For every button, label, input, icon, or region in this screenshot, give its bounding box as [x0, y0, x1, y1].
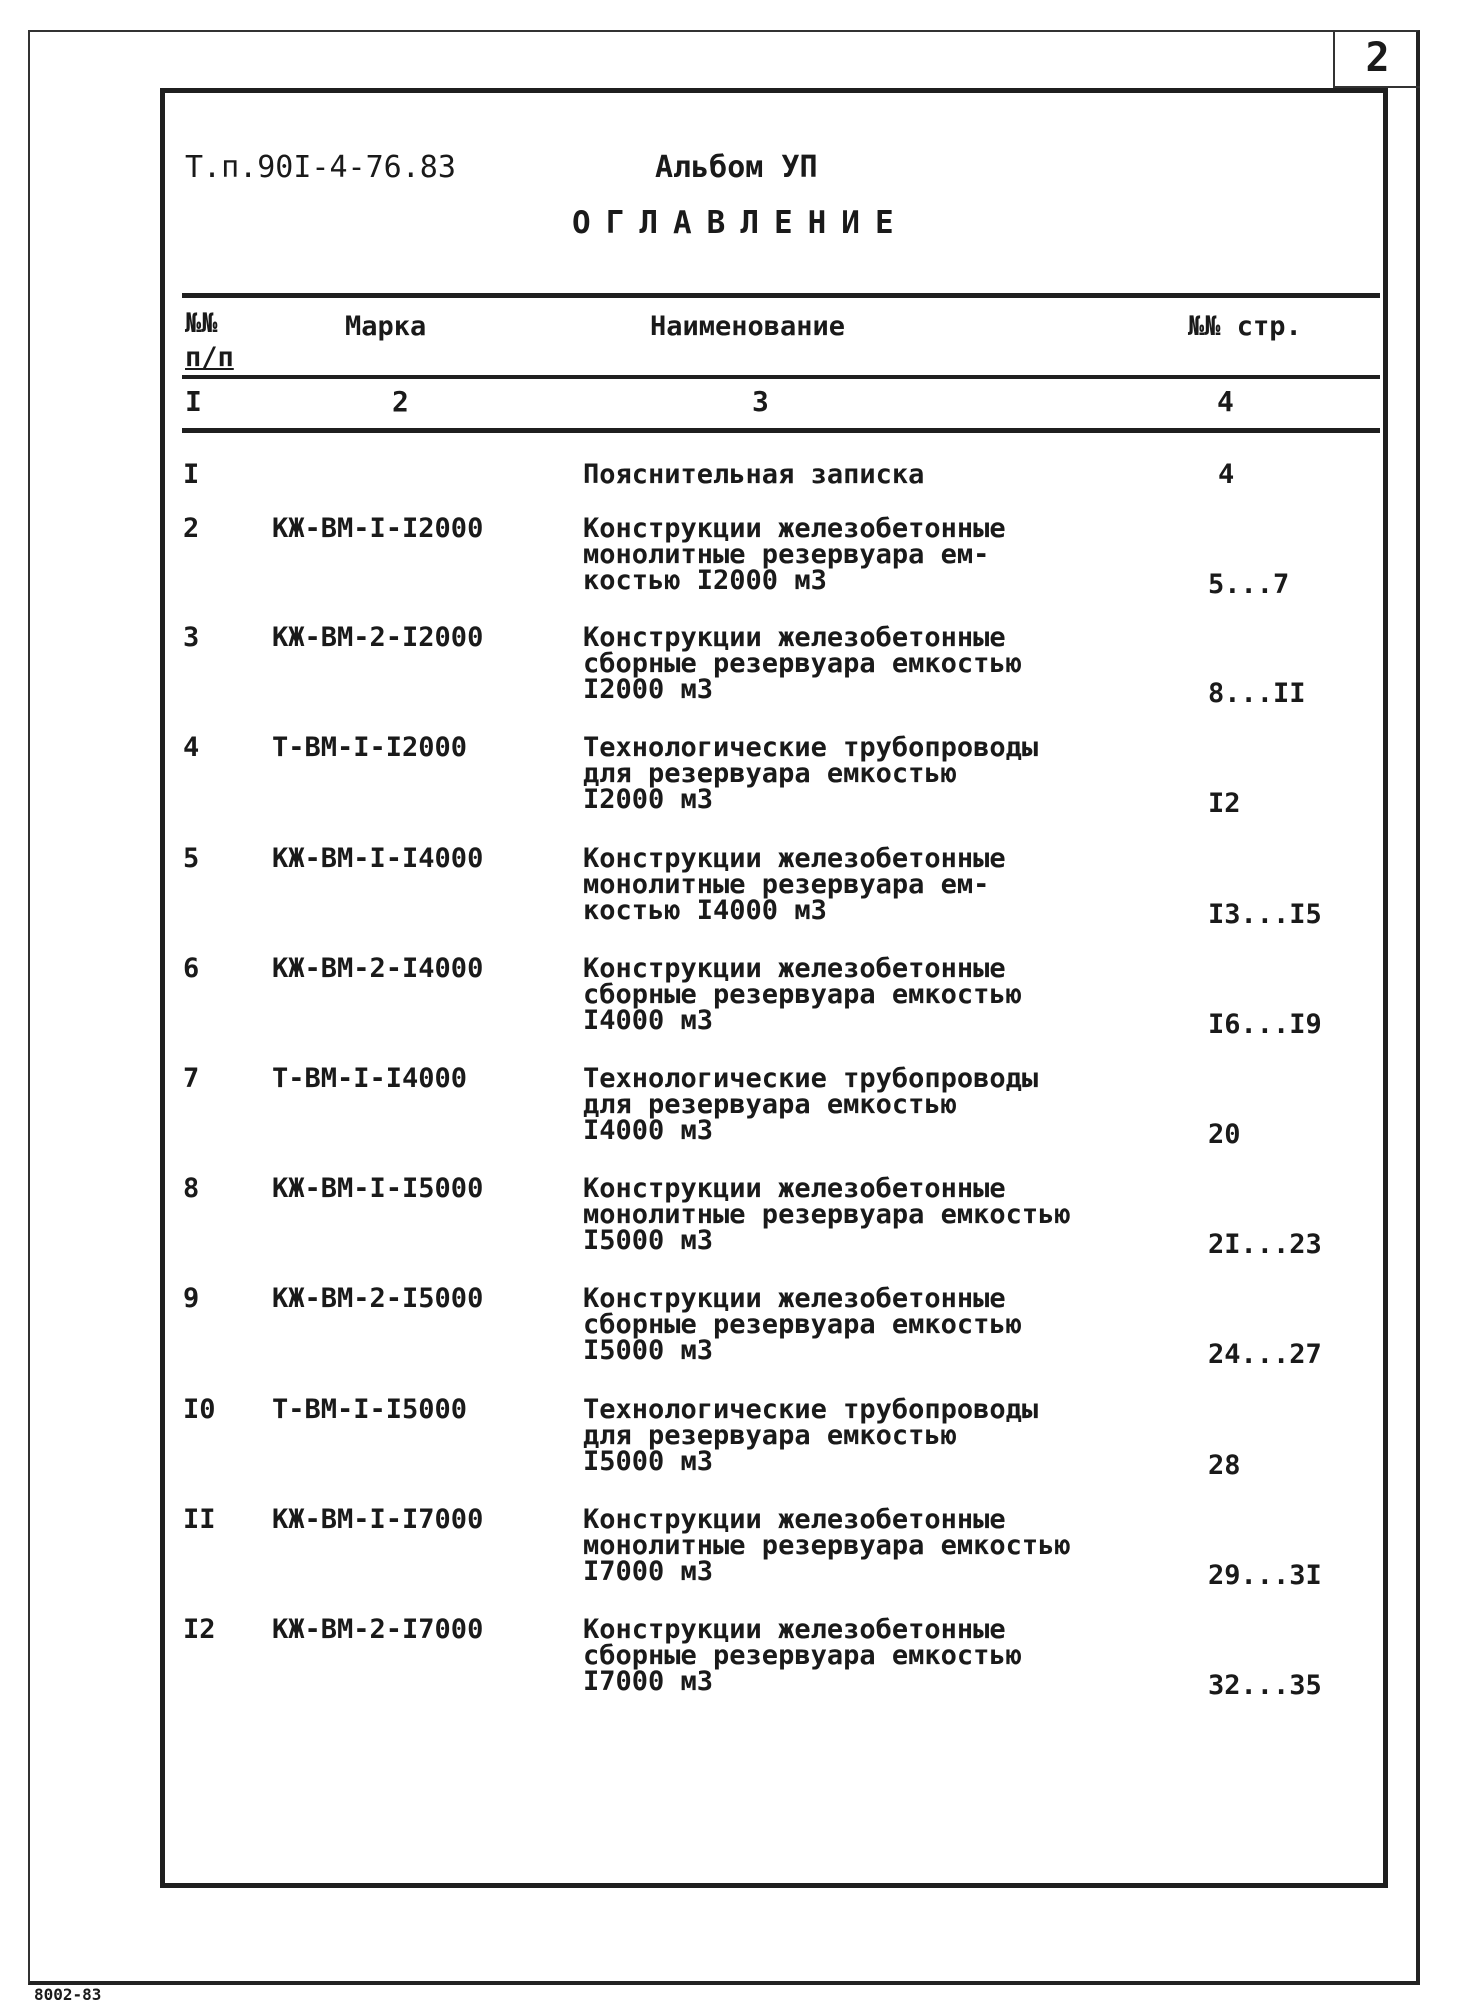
row-name-line: Конструкции железобетонные: [583, 953, 1006, 984]
row-mark: Т-ВМ-I-I2000: [272, 732, 468, 763]
row-name: [583, 732, 1183, 815]
row-name-line: I4000 м3: [583, 1005, 714, 1036]
row-number: 3: [183, 622, 200, 653]
row-pages: 32...35: [1208, 1670, 1322, 1701]
table-row: [0, 1283, 1459, 1396]
row-name-line: I7000 м3: [583, 1556, 714, 1587]
row-pages: 2I...23: [1208, 1229, 1322, 1260]
row-pages: 5...7: [1208, 569, 1290, 600]
row-name-line: I7000 м3: [583, 1666, 714, 1697]
row-pages: I2: [1208, 788, 1241, 819]
table-row: [0, 732, 1459, 845]
row-name-line: I5000 м3: [583, 1446, 714, 1477]
row-name-line: Конструкции железобетонные: [583, 1173, 1006, 1204]
row-name-line: Конструкции железобетонные: [583, 1614, 1006, 1645]
row-name: [583, 1173, 1183, 1256]
table-row: [0, 953, 1459, 1066]
row-name-line: костью I2000 м3: [583, 565, 827, 596]
row-name: [583, 1504, 1183, 1587]
row-name: [583, 1614, 1183, 1697]
row-mark: КЖ-ВМ-I-I7000: [272, 1504, 484, 1535]
row-mark: КЖ-ВМ-2-I7000: [272, 1614, 484, 1645]
row-name: [583, 1283, 1183, 1366]
table-row: [0, 1394, 1459, 1507]
row-name: [583, 843, 1183, 926]
archive-stamp: 8002-83: [34, 1985, 102, 2004]
row-number: II: [183, 1504, 216, 1535]
row-number: 4: [183, 732, 200, 763]
row-name-line: I2000 м3: [583, 674, 714, 705]
row-name-line: Пояснительная записка: [583, 459, 925, 490]
row-mark: КЖ-ВМ-I-I5000: [272, 1173, 484, 1204]
row-pages: 24...27: [1208, 1339, 1322, 1370]
album-label: Альбом УП: [655, 150, 818, 185]
row-mark: КЖ-ВМ-2-I2000: [272, 622, 484, 653]
row-pages: 8...II: [1208, 678, 1306, 709]
row-name-line: Технологические трубопроводы: [583, 1063, 1039, 1094]
row-mark: КЖ-ВМ-I-I2000: [272, 513, 484, 544]
row-number: 7: [183, 1063, 200, 1094]
row-name-line: Конструкции железобетонные: [583, 1504, 1006, 1535]
row-name-line: Конструкции железобетонные: [583, 513, 1006, 544]
row-name-line: сборные резервуара емкостью: [583, 979, 1022, 1010]
row-mark: КЖ-ВМ-2-I5000: [272, 1283, 484, 1314]
row-number: 2: [183, 513, 200, 544]
row-pages: 4: [1218, 459, 1235, 490]
row-name-line: монолитные резервуара емкостью: [583, 1199, 1071, 1230]
row-name-line: сборные резервуара емкостью: [583, 1309, 1022, 1340]
row-name: [583, 1063, 1183, 1146]
row-pages: 29...3I: [1208, 1560, 1322, 1591]
column-number: I: [185, 385, 202, 418]
row-name-line: монолитные резервуара ем-: [583, 539, 990, 570]
row-name-line: Конструкции железобетонные: [583, 622, 1006, 653]
table-row: [0, 1614, 1459, 1727]
table-row: [0, 622, 1459, 735]
row-name: [583, 622, 1183, 705]
row-name-line: I4000 м3: [583, 1115, 714, 1146]
row-name-line: I2000 м3: [583, 784, 714, 815]
row-name-line: сборные резервуара емкостью: [583, 1640, 1022, 1671]
row-number: I2: [183, 1614, 216, 1645]
row-name-line: Конструкции железобетонные: [583, 1283, 1006, 1314]
row-name-line: Конструкции железобетонные: [583, 843, 1006, 874]
row-pages: 20: [1208, 1119, 1241, 1150]
column-header-mark: Марка: [345, 311, 427, 342]
row-name-line: монолитные резервуара емкостью: [583, 1530, 1071, 1561]
row-mark: КЖ-ВМ-I-I4000: [272, 843, 484, 874]
row-name: [583, 953, 1183, 1036]
row-number: 6: [183, 953, 200, 984]
row-name-line: сборные резервуара емкостью: [583, 648, 1022, 679]
row-number: 8: [183, 1173, 200, 1204]
document-code: Т.п.90I-4-76.83: [185, 150, 456, 185]
row-name-line: для резервуара емкостью: [583, 1089, 957, 1120]
column-number: 3: [752, 385, 769, 418]
table-row: [0, 1173, 1459, 1286]
row-name-line: I5000 м3: [583, 1225, 714, 1256]
row-name-line: для резервуара емкостью: [583, 758, 957, 789]
table-row: [0, 843, 1459, 956]
column-number: 4: [1217, 385, 1234, 418]
column-number: 2: [392, 385, 409, 418]
row-number: I: [183, 459, 200, 490]
row-mark: КЖ-ВМ-2-I4000: [272, 953, 484, 984]
row-name: [583, 513, 1183, 596]
column-header-number-line2: п/п: [185, 342, 234, 373]
table-row: [0, 1504, 1459, 1617]
row-pages: I3...I5: [1208, 899, 1322, 930]
row-pages: I6...I9: [1208, 1009, 1322, 1040]
row-pages: 28: [1208, 1450, 1241, 1481]
row-number: 9: [183, 1283, 200, 1314]
row-number: 5: [183, 843, 200, 874]
row-number: I0: [183, 1394, 216, 1425]
table-row: [0, 1063, 1459, 1176]
row-name-line: монолитные резервуара ем-: [583, 869, 990, 900]
column-header-pages: №№ стр.: [1188, 311, 1302, 342]
row-name: [583, 1394, 1183, 1477]
row-name-line: для резервуара емкостью: [583, 1420, 957, 1451]
row-mark: Т-ВМ-I-I4000: [272, 1063, 468, 1094]
row-name-line: Технологические трубопроводы: [583, 1394, 1039, 1425]
page-title: ОГЛАВЛЕНИЕ: [572, 205, 909, 241]
page-number: 2: [1333, 30, 1420, 88]
table-row: [0, 513, 1459, 626]
row-name: [583, 459, 1183, 490]
row-name-line: костью I4000 м3: [583, 895, 827, 926]
row-name-line: Технологические трубопроводы: [583, 732, 1039, 763]
row-name-line: I5000 м3: [583, 1335, 714, 1366]
column-header-number-line1: №№: [185, 308, 218, 339]
row-mark: Т-ВМ-I-I5000: [272, 1394, 468, 1425]
column-header-name: Наименование: [650, 311, 846, 342]
